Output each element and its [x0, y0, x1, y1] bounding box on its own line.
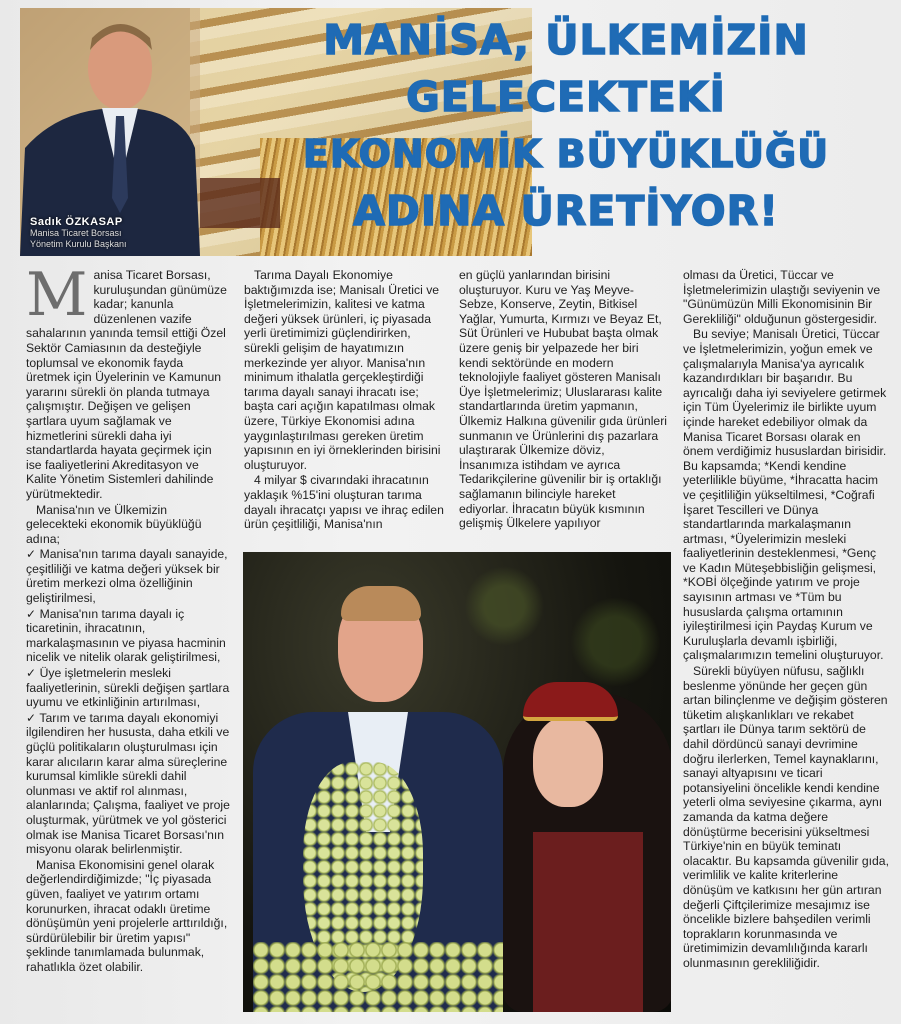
caption-role-line1: Manisa Ticaret Borsası — [30, 228, 122, 238]
article-headline — [240, 12, 892, 240]
article-column-1 — [26, 260, 230, 976]
col1-bullet-2: ✓ Manisa'nın tarıma dayalı iç ticaretinin, ihracatının, markalaşmasının ve piyasa hacminin nicelik ve nitelik olarak geliştirilmesi, — [26, 606, 226, 665]
article-column-4 — [683, 268, 889, 972]
col1-bullet-4: ✓ Tarım ve tarıma dayalı ekonomiyi ilgilendiren her hususta, daha etkili ve güçlü politikaların oluşturulması için karar alıcıların karar alma süreçlerine kurumsal kimlikle sürekli dahil olunması ve aktif rol alınması, alanlarında; Çalışma, faaliyet ve proje oluşturmak, yürütmek ve yol gösterici olmak ise Manisa Ticaret Borsası'nın misyonu olarak belirlenmiştir. — [26, 710, 230, 857]
photo-caption — [30, 216, 127, 250]
headline-line-1: MANİSA, ÜLKEMİZİN — [323, 16, 809, 64]
col4-paragraph-1: olması da Üretici, Tüccar ve İşletmelerimizin ulaştığı seviyenin ve "Günümüzün Milli Ekonomisinin Bir Gerekliliği" olduğunun göstergesidir. — [683, 268, 881, 326]
girl-face — [533, 717, 603, 807]
headline-line-4: ADINA ÜRETİYOR! — [353, 187, 779, 235]
grapes-event-photo — [243, 552, 671, 1012]
article-column-3 — [459, 268, 667, 532]
man-hair — [341, 586, 421, 621]
col4-paragraph-2: Bu seviye; Manisalı Üretici, Tüccar ve İşletmelerimizin, yoğun emek ve çalışmalarıyla Manisa'ya ayrıcalık kazandırdıkları bir başarıdır. Bu ayrıcalığı daha iyi seviyelere getirmek için Tüm Üyelerimiz ile birlikte uyum içinde hareket edebiliyor olmak da Manisa Ticaret Borsası olarak en önem verdiğimiz hususlardan birisidir. Bu kapsamda; *Kendi kendine yeterlilikle büyüme, *İhracatta hacim ve çeşitliliğin yükseltilmesi, *Coğrafi İşaret Tescilleri ve Dünya standartlarında markalaşmanın artması, *Üyelerimizin mesleki faaliyetlerinin desteklenmesi, *Genç ve Kadın Müteşebbisliğin gelişmesi, *KOBİ ölçeğinde yatırım ve proje sayısının artması ve *Tüm bu hususlarda çalışma ortamının iyileştirilmesi için Paydaş Kurum ve Kuruluşlarla devamlı işbirliği, çalışmalarımızın temelini oluşturuyor. — [683, 327, 887, 663]
col1-paragraph-2: Manisa'nın ve Ülkemizin gelecekteki ekonomik büyüklüğü adına; — [26, 502, 202, 546]
headline-line-3: EKONOMİK BÜYÜKLÜĞÜ — [302, 132, 830, 176]
col1-bullet-1: ✓ Manisa'nın tarıma dayalı sanayide, çeşitliliği ve katma değeri yüksek bir üretim merkezi olma özelliğinin geliştirilmesi, — [26, 547, 228, 606]
article-column-2 — [244, 268, 446, 533]
headline-line-2: GELECEKTEKİ — [406, 73, 726, 121]
col1-paragraph-3: Manisa Ekonomisini genel olarak değerlendirdiğimizde; "İç piyasada güven, faaliyet ve yatırım ortamı korunurken, ihracat odaklı üretime dönüşümün yeni projelerle arttırıldığı, sürdürülebilir bir üretim yapısı" şeklinde tanımlamada bulunmak, rahatlıkla özet olabilir. — [26, 857, 228, 974]
col3-paragraph-1: en güçlü yanlarından birisini oluşturuyor. Kuru ve Yaş Meyve-Sebze, Konserve, Zeytin, Bitkisel Yağlar, Yumurta, Kırmızı ve Beyaz Et, Süt Ürünleri ve Hububat başta olmak üzere geniş bir yelpazede her biri kendi sektöründe en modern teknolojiyle faaliyet gösteren Manisalı Üye İşletmelerimiz; Uluslararası kalite standartlarında üretim yapmanın, Ülkemiz Halkına güvenilir gıda ürünleri sunmanın ve Ürünlerini dış pazarlara ulaştırarak Ülkemize döviz, İnsanımıza istihdam ve ayrıca Tedarikçilerine güvenilir bir iş ortaklığı sağlamanın bilinciyle hareket ediyorlar. İhracatın büyük kısmının gelişmiş Ülkelere yapılıyor — [459, 268, 667, 531]
col4-paragraph-3: Sürekli büyüyen nüfusu, sağlıklı beslenme yönünde her geçen gün artan bilinçlenme ve değişim gösteren tüketim alışkanlıkları ve rekabet şartları ile Dünya tarım sektörü de dahil dördüncü sanayi devrimine doğru ilerlerken, Temel kaynaklarını, sanayi altyapısını ve ticari potansiyelini öncelikle kendi kendine yeterli olma seviyesine çıkarma, aynı zamanda da katma değere dönüştürme becerisini yükseltmesi Türkiye'nin en büyük teminatı olacaktır. Bu kapsamda güvenilir gıda, verimlilik ve kalite kriterlerine dönüşüm ve katkısını her gün artıran değerli Çiftçilerimize mesajımız ise öncelikle bizlere bahşedilen verimli toprakların korunmasında ve üretimimizin devamlılığında kararlı olunmasının gerekliliğidir. — [683, 664, 889, 970]
col2-paragraph-1: Tarıma Dayalı Ekonomiye baktığımızda ise; Manisalı Üretici ve İşletmelerimizin, kalitesi ve katma değeri yüksek ürünleri, iç piyasada yerli üretimimizi güçlendirirken, sürekli gelişim de hayatımızın merkezinde yer alıyor. Manisa'nın minimum ithalatla gerçekleştirdiği tarıma dayalı sanayi ihracatı ise; başta cari açığın kapatılması olmak üzere, Türkiye Ekonomisi adına yaygınlaştırılması gereken üretim yapısının en iyi örneklerinden birisini oluşturuyor. — [244, 268, 441, 472]
col1-paragraph-1: anisa Ticaret Borsası, kuruluşundan günümüze kadar; kanunla düzenlenen vazife sahalarının yanında temsil ettiği Özel Sektör Camiasının da desteğiyle toplumsal ve ekonomik fayda üretmek için Üyelerinin ve Kamunun yararını sürekli ön planda tutmaya çalışmıştır. Değişen ve gelişen şartlara uyum sağlamak ve hizmetlerini sürekli daha iyi standartlarda hayata geçirmek için ise faaliyetlerini Akreditasyon ve Kalite Yönetim Sistemleri dahilinde yürütmektedir. — [26, 268, 227, 501]
grape-basket — [253, 942, 503, 1012]
girl-traditional-headdress — [523, 682, 618, 721]
caption-role-line2: Yönetim Kurulu Başkanı — [30, 239, 127, 249]
caption-name: Sadık ÖZKASAP — [30, 216, 123, 228]
col2-paragraph-2: 4 milyar $ civarındaki ihracatının yaklaşık %15'ini oluşturan tarıma dayalı ihracatçı yapısı ve ihraç edilen ürün çeşitliliği, Manisa'nın — [244, 473, 444, 532]
col1-bullet-3: ✓ Üye işletmelerin mesleki faaliyetlerinin, sürekli değişen şartlara uyumu ve etkinliğinin artırılması, — [26, 666, 230, 710]
drop-cap: M — [26, 260, 88, 330]
girl-traditional-dress — [533, 832, 643, 1012]
